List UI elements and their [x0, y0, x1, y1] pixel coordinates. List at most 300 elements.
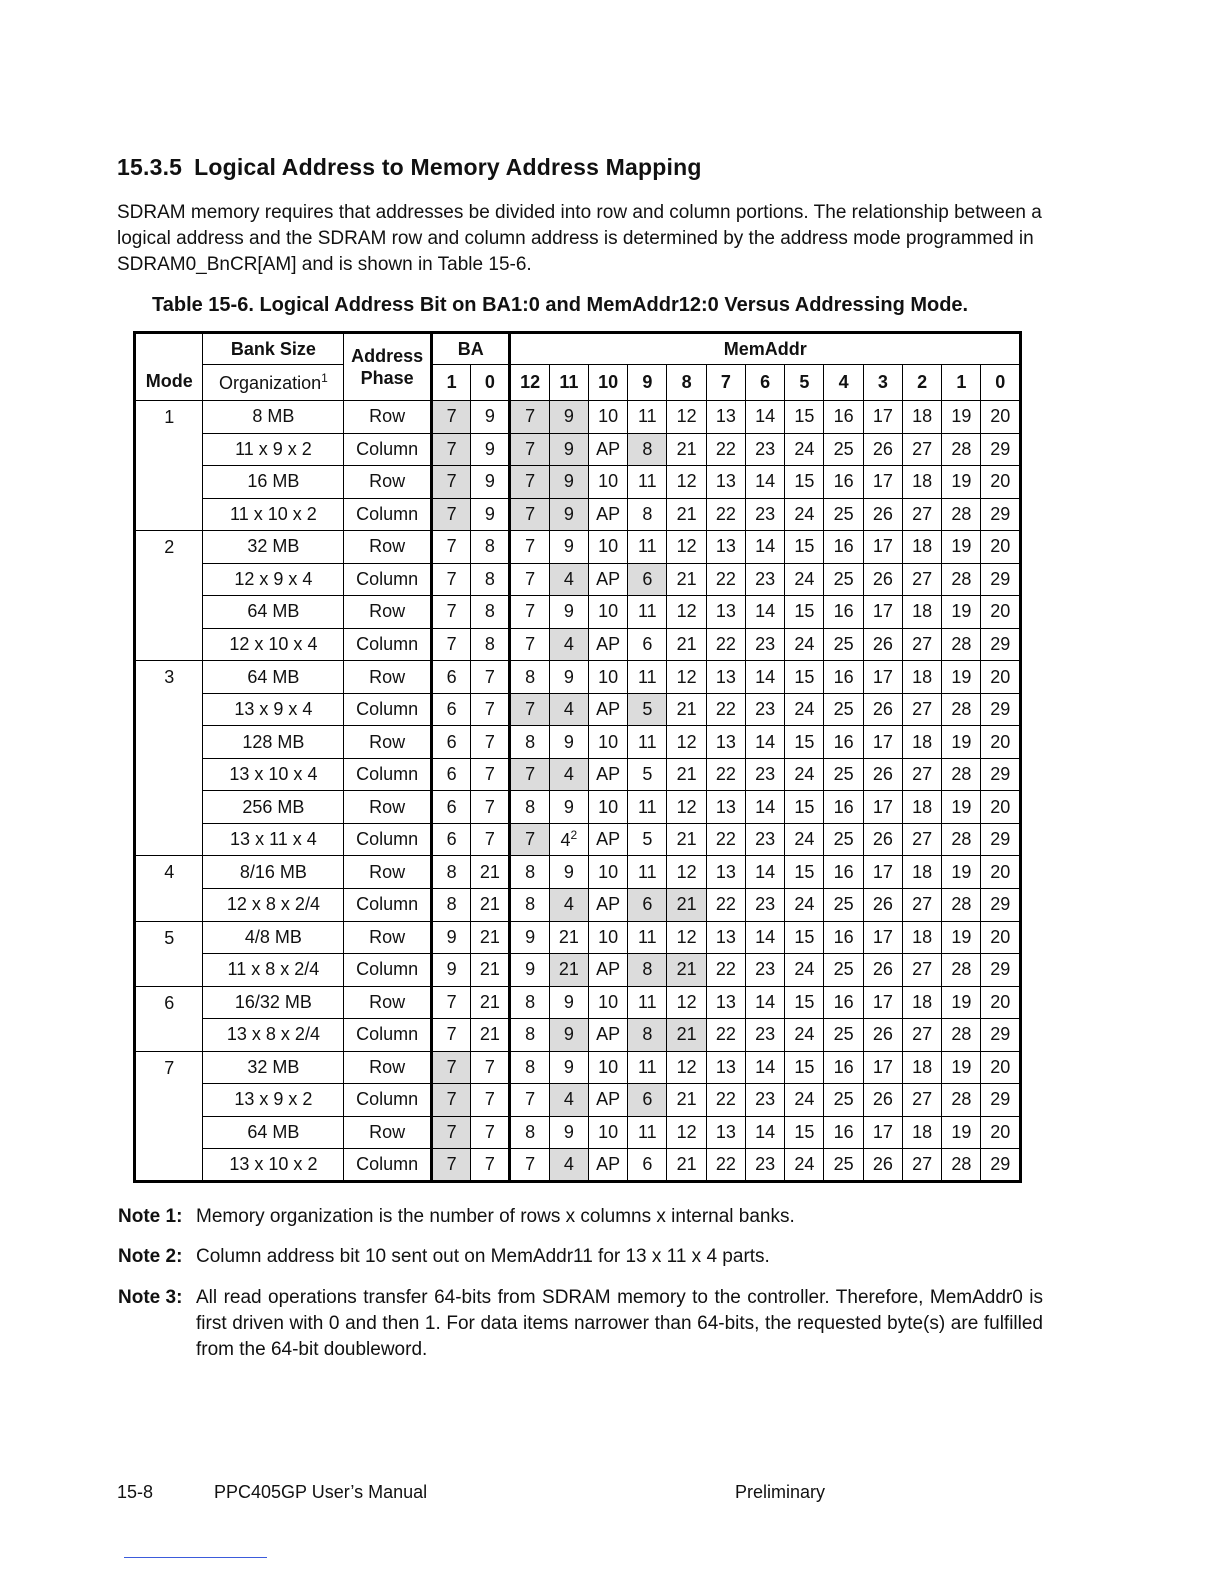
- ba-cell: 7: [431, 401, 470, 434]
- table-row: [135, 1116, 1021, 1149]
- memaddr-cell: 12: [667, 531, 706, 564]
- memaddr-cell: 18: [902, 531, 941, 564]
- memaddr-cell: 8: [628, 498, 667, 531]
- memaddr-cell: 7: [510, 628, 549, 661]
- memaddr-cell: 17: [863, 531, 902, 564]
- memaddr-cell: 29: [981, 888, 1021, 921]
- footer-page-number: 15-8: [117, 1482, 154, 1502]
- memaddr-cell: 6: [628, 1084, 667, 1117]
- memaddr-cell: 25: [824, 954, 863, 987]
- table-row: [135, 921, 1021, 954]
- table-row: [135, 466, 1021, 499]
- memaddr-cell: 20: [981, 856, 1021, 889]
- memaddr-cell: 26: [863, 954, 902, 987]
- memaddr-cell: 24: [785, 628, 824, 661]
- ba-cell: 9: [431, 921, 470, 954]
- bank-size-cell: 128 MB: [203, 726, 344, 759]
- memaddr-bit-header: 3: [863, 365, 902, 401]
- memaddr-cell: 10: [588, 531, 627, 564]
- table-row: [135, 758, 1021, 791]
- address-phase-cell: Row: [344, 856, 432, 889]
- address-phase-cell: Row: [344, 726, 432, 759]
- mode-cell: 7: [135, 1051, 203, 1181]
- memaddr-cell: 7: [510, 433, 549, 466]
- address-phase-cell: Column: [344, 563, 432, 596]
- ba-cell: 7: [431, 466, 470, 499]
- memaddr-cell: 18: [902, 466, 941, 499]
- memaddr-cell: 17: [863, 661, 902, 694]
- bank-size-cell: 11 x 8 x 2/4: [203, 954, 344, 987]
- table-row: [135, 628, 1021, 661]
- ba-cell: 9: [471, 498, 510, 531]
- memaddr-bit-header: 0: [981, 365, 1021, 401]
- address-phase-cell: Column: [344, 693, 432, 726]
- memaddr-cell: 11: [628, 1051, 667, 1084]
- memaddr-cell: 17: [863, 921, 902, 954]
- bank-size-cell: 16/32 MB: [203, 986, 344, 1019]
- memaddr-cell: 4: [549, 693, 588, 726]
- memaddr-cell: 23: [745, 1149, 784, 1182]
- memaddr-cell: 9: [510, 954, 549, 987]
- memaddr-cell: 13: [706, 1116, 745, 1149]
- table-row: [135, 1149, 1021, 1182]
- memaddr-cell: 13: [706, 1051, 745, 1084]
- memaddr-cell: 9: [549, 986, 588, 1019]
- memaddr-cell: 22: [706, 1149, 745, 1182]
- memaddr-cell: 24: [785, 693, 824, 726]
- memaddr-cell: 22: [706, 498, 745, 531]
- address-phase-cell: Row: [344, 466, 432, 499]
- address-phase-cell: Row: [344, 1051, 432, 1084]
- memaddr-cell: 25: [824, 823, 863, 856]
- memaddr-cell: 15: [785, 531, 824, 564]
- memaddr-cell: 20: [981, 1116, 1021, 1149]
- bank-size-cell: 4/8 MB: [203, 921, 344, 954]
- ba-cell: 7: [471, 791, 510, 824]
- bank-size-cell: 256 MB: [203, 791, 344, 824]
- bank-size-cell: 16 MB: [203, 466, 344, 499]
- memaddr-cell: 28: [942, 1019, 981, 1052]
- memaddr-cell: 14: [745, 986, 784, 1019]
- table-row: [135, 563, 1021, 596]
- memaddr-cell: 12: [667, 791, 706, 824]
- address-phase-cell: Column: [344, 758, 432, 791]
- bank-size-cell: 13 x 9 x 2: [203, 1084, 344, 1117]
- memaddr-cell: 27: [902, 498, 941, 531]
- memaddr-cell: 9: [549, 1051, 588, 1084]
- ba-cell: 6: [431, 661, 470, 694]
- ba-cell: 7: [471, 1149, 510, 1182]
- memaddr-cell: 12: [667, 986, 706, 1019]
- memaddr-cell: 14: [745, 596, 784, 629]
- memaddr-cell: AP: [588, 433, 627, 466]
- table-row: [135, 954, 1021, 987]
- memaddr-cell: 11: [628, 531, 667, 564]
- memaddr-cell: 12: [667, 661, 706, 694]
- memaddr-bit-header: 7: [706, 365, 745, 401]
- memaddr-cell: 10: [588, 466, 627, 499]
- memaddr-cell: 26: [863, 563, 902, 596]
- memaddr-cell: 24: [785, 888, 824, 921]
- memaddr-cell: AP: [588, 1019, 627, 1052]
- memaddr-cell: 16: [824, 531, 863, 564]
- ba-cell: 7: [431, 1116, 470, 1149]
- memaddr-cell: 21: [667, 563, 706, 596]
- memaddr-cell: 15: [785, 466, 824, 499]
- memaddr-cell: AP: [588, 758, 627, 791]
- memaddr-cell: 6: [628, 1149, 667, 1182]
- memaddr-cell: 24: [785, 498, 824, 531]
- memaddr-cell: 21: [667, 954, 706, 987]
- memaddr-cell: 11: [628, 856, 667, 889]
- footer-rule: [124, 1557, 267, 1558]
- memaddr-cell: 20: [981, 596, 1021, 629]
- memaddr-cell: 13: [706, 401, 745, 434]
- ba-cell: 7: [431, 596, 470, 629]
- memaddr-cell: 14: [745, 921, 784, 954]
- memaddr-cell: 29: [981, 693, 1021, 726]
- memaddr-cell: 17: [863, 401, 902, 434]
- memaddr-cell: 27: [902, 758, 941, 791]
- bank-size-cell: 32 MB: [203, 1051, 344, 1084]
- memaddr-cell: 13: [706, 596, 745, 629]
- bank-size-cell: 32 MB: [203, 531, 344, 564]
- ba-cell: 21: [471, 856, 510, 889]
- memaddr-cell: 19: [942, 986, 981, 1019]
- bank-size-cell: 64 MB: [203, 596, 344, 629]
- memaddr-cell: 10: [588, 401, 627, 434]
- mode-cell: 6: [135, 986, 203, 1051]
- memaddr-cell: 27: [902, 1084, 941, 1117]
- table-row: [135, 726, 1021, 759]
- memaddr-cell: 17: [863, 596, 902, 629]
- memaddr-cell: 12: [667, 401, 706, 434]
- memaddr-cell: 20: [981, 531, 1021, 564]
- memaddr-cell: 20: [981, 986, 1021, 1019]
- ba-header: BA: [431, 333, 510, 365]
- memaddr-cell: 11: [628, 921, 667, 954]
- memaddr-cell: 16: [824, 921, 863, 954]
- ba-cell: 21: [471, 954, 510, 987]
- memaddr-cell: 22: [706, 563, 745, 596]
- memaddr-cell: 15: [785, 1116, 824, 1149]
- organization-header: Organization$^1$: [203, 365, 344, 401]
- memaddr-cell: 16: [824, 726, 863, 759]
- section-number: 15.3.5: [117, 154, 183, 180]
- ba-cell: 7: [471, 693, 510, 726]
- bank-size-header: Bank Size: [203, 333, 344, 365]
- memaddr-cell: 13: [706, 661, 745, 694]
- memaddr-cell: 11: [628, 726, 667, 759]
- memaddr-cell: 28: [942, 498, 981, 531]
- ba-cell: 7: [431, 986, 470, 1019]
- ba-cell: 7: [471, 1116, 510, 1149]
- memaddr-cell: 26: [863, 823, 902, 856]
- table-row: [135, 401, 1021, 434]
- table-row: [135, 1051, 1021, 1084]
- memaddr-cell: 13: [706, 791, 745, 824]
- memaddr-cell: 7: [510, 498, 549, 531]
- memaddr-cell: 9: [549, 466, 588, 499]
- memaddr-cell: 24: [785, 1149, 824, 1182]
- ba-cell: 6: [431, 823, 470, 856]
- memaddr-cell: 11: [628, 661, 667, 694]
- memaddr-cell: 19: [942, 1051, 981, 1084]
- memaddr-cell: 12: [667, 596, 706, 629]
- memaddr-cell: AP: [588, 628, 627, 661]
- memaddr-cell: 13: [706, 986, 745, 1019]
- memaddr-cell: 28: [942, 1084, 981, 1117]
- ba-cell: 7: [431, 498, 470, 531]
- memaddr-cell: 11: [628, 596, 667, 629]
- memaddr-cell: 17: [863, 856, 902, 889]
- memaddr-cell: 19: [942, 921, 981, 954]
- memaddr-cell: 16: [824, 1051, 863, 1084]
- ba-bit-header: 1: [431, 365, 470, 401]
- memaddr-cell: 24: [785, 563, 824, 596]
- memaddr-cell: 26: [863, 1019, 902, 1052]
- memaddr-cell: 9: [549, 661, 588, 694]
- memaddr-cell: 18: [902, 1116, 941, 1149]
- table-row: [135, 531, 1021, 564]
- memaddr-cell: 9: [549, 726, 588, 759]
- memaddr-cell: 13: [706, 726, 745, 759]
- memaddr-cell: 15: [785, 986, 824, 1019]
- memaddr-cell: 25: [824, 693, 863, 726]
- note-3: Note 3: All read operations transfer 64-bits from SDRAM memory to the controller. Therefore, MemAddr0 is first driven with 0 and then 1. For data items narrower than 64-bits, the requested byte(s) are fulfilled from the 64-bit doubleword.: [118, 1287, 1043, 1360]
- memaddr-cell: 10: [588, 791, 627, 824]
- bank-size-cell: 13 x 10 x 2: [203, 1149, 344, 1182]
- memaddr-cell: 4: [549, 1149, 588, 1182]
- memaddr-cell: 12: [667, 466, 706, 499]
- memaddr-cell: 21: [667, 628, 706, 661]
- memaddr-cell: 8: [510, 726, 549, 759]
- ba-cell: 6: [431, 726, 470, 759]
- ba-cell: 8: [471, 531, 510, 564]
- address-phase-cell: Column: [344, 888, 432, 921]
- memaddr-cell: 26: [863, 1084, 902, 1117]
- memaddr-cell: 16: [824, 466, 863, 499]
- memaddr-cell: 8: [510, 888, 549, 921]
- mode-cell: 2: [135, 531, 203, 661]
- memaddr-cell: 20: [981, 661, 1021, 694]
- memaddr-cell: 27: [902, 563, 941, 596]
- memaddr-cell: 18: [902, 596, 941, 629]
- memaddr-cell: 8: [510, 1051, 549, 1084]
- memaddr-cell: 28: [942, 758, 981, 791]
- bank-size-cell: 12 x 8 x 2/4: [203, 888, 344, 921]
- address-phase-cell: Row: [344, 661, 432, 694]
- memaddr-cell: 29: [981, 498, 1021, 531]
- bank-size-cell: 13 x 10 x 4: [203, 758, 344, 791]
- bank-size-cell: 64 MB: [203, 1116, 344, 1149]
- memaddr-cell: 14: [745, 1051, 784, 1084]
- address-phase-cell: Column: [344, 1019, 432, 1052]
- memaddr-cell: 4: [549, 563, 588, 596]
- table-row: [135, 693, 1021, 726]
- memaddr-cell: 15: [785, 661, 824, 694]
- ba-cell: 9: [431, 954, 470, 987]
- memaddr-cell: 22: [706, 1019, 745, 1052]
- memaddr-cell: 20: [981, 1051, 1021, 1084]
- memaddr-bit-header: 4: [824, 365, 863, 401]
- memaddr-cell: 18: [902, 986, 941, 1019]
- table-row: [135, 498, 1021, 531]
- section-title: Logical Address to Memory Address Mapping: [194, 154, 702, 180]
- memaddr-cell: 11: [628, 401, 667, 434]
- memaddr-cell: 7: [510, 1149, 549, 1182]
- ba-cell: 7: [471, 726, 510, 759]
- memaddr-cell: 13: [706, 921, 745, 954]
- memaddr-cell: 7: [510, 401, 549, 434]
- memaddr-cell: 15: [785, 921, 824, 954]
- memaddr-cell: 21: [549, 921, 588, 954]
- memaddr-cell: 6: [628, 563, 667, 596]
- memaddr-cell: 25: [824, 628, 863, 661]
- memaddr-cell: 27: [902, 1149, 941, 1182]
- memaddr-cell: 15: [785, 401, 824, 434]
- memaddr-cell: 18: [902, 856, 941, 889]
- memaddr-cell: 8: [510, 791, 549, 824]
- memaddr-cell: 21: [667, 1019, 706, 1052]
- address-phase-cell: Column: [344, 1084, 432, 1117]
- memaddr-cell: 18: [902, 791, 941, 824]
- ba-cell: 8: [431, 888, 470, 921]
- memaddr-cell: 17: [863, 466, 902, 499]
- bank-size-cell: 13 x 9 x 4: [203, 693, 344, 726]
- memaddr-bit-header: 12: [510, 365, 549, 401]
- memaddr-cell: 17: [863, 1051, 902, 1084]
- ba-cell: 21: [471, 1019, 510, 1052]
- table-row: [135, 1019, 1021, 1052]
- memaddr-cell: 20: [981, 921, 1021, 954]
- memaddr-cell: 23: [745, 563, 784, 596]
- memaddr-cell: 21: [667, 1149, 706, 1182]
- ba-cell: 7: [431, 1051, 470, 1084]
- memaddr-cell: 19: [942, 856, 981, 889]
- ba-cell: 9: [471, 401, 510, 434]
- ba-cell: 7: [431, 433, 470, 466]
- memaddr-cell: 8: [510, 661, 549, 694]
- memaddr-cell: 12: [667, 1116, 706, 1149]
- memaddr-cell: 29: [981, 563, 1021, 596]
- memaddr-cell: 4: [549, 758, 588, 791]
- table-caption: Table 15-6. Logical Address Bit on BA1:0 and MemAddr12:0 Versus Addressing Mode.: [152, 294, 969, 316]
- memaddr-bit-header: 11: [549, 365, 588, 401]
- memaddr-cell: 21: [667, 888, 706, 921]
- memaddr-cell: 5: [628, 693, 667, 726]
- memaddr-cell: 6: [628, 888, 667, 921]
- ba-cell: 9: [471, 466, 510, 499]
- memaddr-cell: 28: [942, 954, 981, 987]
- bank-size-cell: 11 x 10 x 2: [203, 498, 344, 531]
- memaddr-cell: 26: [863, 888, 902, 921]
- memaddr-cell: 8: [628, 433, 667, 466]
- memaddr-cell: 27: [902, 1019, 941, 1052]
- mode-cell: 1: [135, 401, 203, 531]
- memaddr-cell: 19: [942, 1116, 981, 1149]
- memaddr-cell: 16: [824, 596, 863, 629]
- memaddr-cell: 24: [785, 433, 824, 466]
- ba-cell: 7: [431, 1084, 470, 1117]
- memaddr-cell: 19: [942, 401, 981, 434]
- address-phase-cell: Column: [344, 1149, 432, 1182]
- ba-cell: 8: [471, 596, 510, 629]
- memaddr-cell: 23: [745, 954, 784, 987]
- memaddr-cell: 29: [981, 954, 1021, 987]
- memaddr-cell: 17: [863, 986, 902, 1019]
- memaddr-cell: 8: [628, 1019, 667, 1052]
- memaddr-cell: 9: [549, 791, 588, 824]
- bank-size-cell: 8 MB: [203, 401, 344, 434]
- memaddr-cell: 18: [902, 726, 941, 759]
- memaddr-cell: 9: [549, 401, 588, 434]
- memaddr-cell: 12: [667, 726, 706, 759]
- memaddr-cell: 22: [706, 954, 745, 987]
- memaddr-cell: 18: [902, 1051, 941, 1084]
- memaddr-cell: 7: [510, 693, 549, 726]
- memaddr-bit-header: 9: [628, 365, 667, 401]
- memaddr-cell: 11: [628, 986, 667, 1019]
- memaddr-cell: 14: [745, 466, 784, 499]
- memaddr-cell: 29: [981, 1149, 1021, 1182]
- memaddr-cell: AP: [588, 954, 627, 987]
- memaddr-cell: 22: [706, 758, 745, 791]
- memaddr-cell: 25: [824, 758, 863, 791]
- memaddr-cell: 7: [510, 466, 549, 499]
- memaddr-cell: 19: [942, 466, 981, 499]
- footer-status: Preliminary: [735, 1482, 826, 1502]
- table-row: [135, 661, 1021, 694]
- memaddr-cell: AP: [588, 1084, 627, 1117]
- memaddr-cell: 10: [588, 921, 627, 954]
- memaddr-cell: 10: [588, 596, 627, 629]
- memaddr-cell: 25: [824, 1149, 863, 1182]
- memaddr-cell: 16: [824, 791, 863, 824]
- memaddr-cell: 29: [981, 758, 1021, 791]
- memaddr-cell: 22: [706, 823, 745, 856]
- memaddr-cell: 4: [549, 1084, 588, 1117]
- ba-cell: 7: [471, 1084, 510, 1117]
- memaddr-cell: 20: [981, 791, 1021, 824]
- memaddr-cell: 25: [824, 433, 863, 466]
- memaddr-cell: 19: [942, 791, 981, 824]
- memaddr-cell: 27: [902, 888, 941, 921]
- memaddr-cell: 21: [549, 954, 588, 987]
- intro-paragraph: SDRAM memory requires that addresses be divided into row and column portions. The relationship between a logical address and the SDRAM row and column address is determined by the address mode programmed in SDRAM0_BnCR[AM] and is shown in Table 15-6.: [117, 202, 1042, 275]
- memaddr-cell: 14: [745, 531, 784, 564]
- memaddr-cell: AP: [588, 498, 627, 531]
- ba-cell: 21: [471, 986, 510, 1019]
- memaddr-cell: 16: [824, 401, 863, 434]
- memaddr-cell: 26: [863, 693, 902, 726]
- memaddr-cell: 28: [942, 693, 981, 726]
- memaddr-cell: 21: [667, 498, 706, 531]
- address-phase-cell: Column: [344, 954, 432, 987]
- ba-cell: 8: [431, 856, 470, 889]
- address-mapping-table: [133, 331, 1022, 1183]
- memaddr-cell: 12: [667, 856, 706, 889]
- memaddr-cell: 8: [510, 856, 549, 889]
- memaddr-cell: 27: [902, 954, 941, 987]
- footer-manual-title: PPC405GP User’s Manual: [214, 1482, 428, 1502]
- memaddr-cell: 23: [745, 823, 784, 856]
- memaddr-cell: 11: [628, 791, 667, 824]
- memaddr-cell: 28: [942, 628, 981, 661]
- memaddr-cell: 25: [824, 563, 863, 596]
- memaddr-cell: 17: [863, 791, 902, 824]
- memaddr-cell: AP: [588, 563, 627, 596]
